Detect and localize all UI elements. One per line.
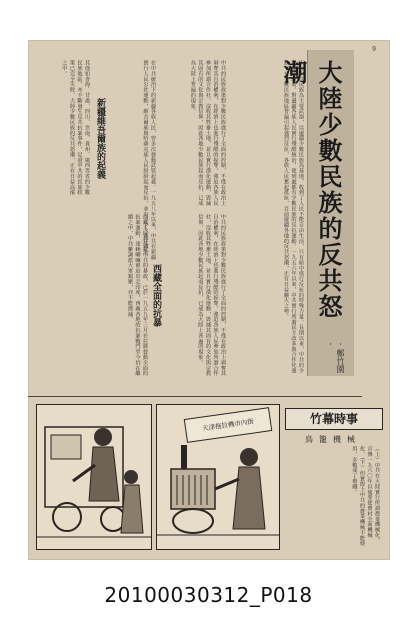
feature-column-text: （上）中共在大陸實行所謂農業機械化，宣傳一九六〇年以後要使農村全面機械化。（下）但實際上中共的農業機械不能使用，多數成了廢鐵。 bbox=[351, 446, 380, 546]
street-sign: 天津拖拉機市內街 bbox=[184, 407, 273, 443]
article-intro-column: 王存中以民族為主要武器，以邊疆少數民族為基地，收到了人民不能自由生活，只有暗中進行反抗的特殊力量。長期以來，中共的少數民族政策，對邊疆各族人民實行殘酷統治，使到處都有少數民族的反抗運動。一九五六年以來，中共實行所謂民主改革與合作化運動，在少數民族地區普遍引起強烈反抗，各族人民奮起抵抗，目前邊疆各地的反共怒潮，正有日益擴大之勢。 bbox=[282, 60, 304, 374]
cartoon-illustration bbox=[37, 405, 151, 549]
subheading-xinjiang: 新疆維吾爾族的起義 bbox=[95, 98, 105, 179]
article-author: ·鄭竹園· bbox=[326, 340, 345, 373]
feature-column-subtitle: 鳥籠機械 bbox=[305, 435, 361, 444]
article-title: 大陸少數民族的反共怒潮 bbox=[279, 60, 343, 320]
cartoon-panel-right bbox=[156, 404, 280, 550]
subheading-tibet: 西藏全面的抗暴 bbox=[151, 264, 161, 327]
feature-column-banner: 竹幕時事 bbox=[285, 408, 383, 430]
page-number: 9 bbox=[372, 46, 376, 53]
article-body-column: 中共的民族政策對少數民族進行了全面的控制，不僅在政治上剝奪其自治權利，在經濟上也進行殘酷的掠奪，強迫各族人民參加所謂合作社，沒收其牲畜土地，並且實行漢化運動，毀滅其固有的文化與宗教信仰，因此各地少數民族起而反抗，已成為大陸上普遍的現象。 bbox=[189, 60, 226, 206]
image-caption: 20100030312_P018 bbox=[104, 583, 313, 607]
article-body-column: 西藏人民為反抗中共的暴政，已於一九五九年三月在拉薩發動全面的抗暴運動，達賴喇嘛被迫出走印度，西藏各地的抗暴戰鬥至今仍在繼續之中，中共雖調派大軍鎮壓，亦不能撲滅。 bbox=[126, 214, 148, 376]
tractor-illustration bbox=[157, 405, 279, 549]
section-divider bbox=[28, 396, 362, 397]
article-body-column: 中共的民族政策對少數民族進行了全面的控制，不僅在政治上剝奪其自治權利，在經濟上也進行殘酷的掠奪，強迫各族人民參加所謂合作社，沒收其牲畜土地，並且實行漢化運動，毀滅其固有的文化與宗教信仰，因此各地少數民族起而反抗，已成為大陸上普遍的現象。 bbox=[197, 214, 226, 376]
article-body-column: 其他如青海、甘肅、四川、雲南、貴州、廣西等省的少數民族地區，亦不斷發生反共抗暴事件，足證中共的民族政策已完全失敗，大陸少數民族的反共怒潮，正在日益高漲之中。 bbox=[61, 60, 90, 195]
cartoon-panel-left bbox=[36, 404, 152, 550]
article-body-column: 在中共統治下的新疆各族人民，曾多次發動武裝起義。一九五八年以來，中共在新疆實行人民公社運動，維吾爾族與哈薩克族人民紛紛起而反抗，並有不少人逃往國外。 bbox=[142, 60, 156, 260]
